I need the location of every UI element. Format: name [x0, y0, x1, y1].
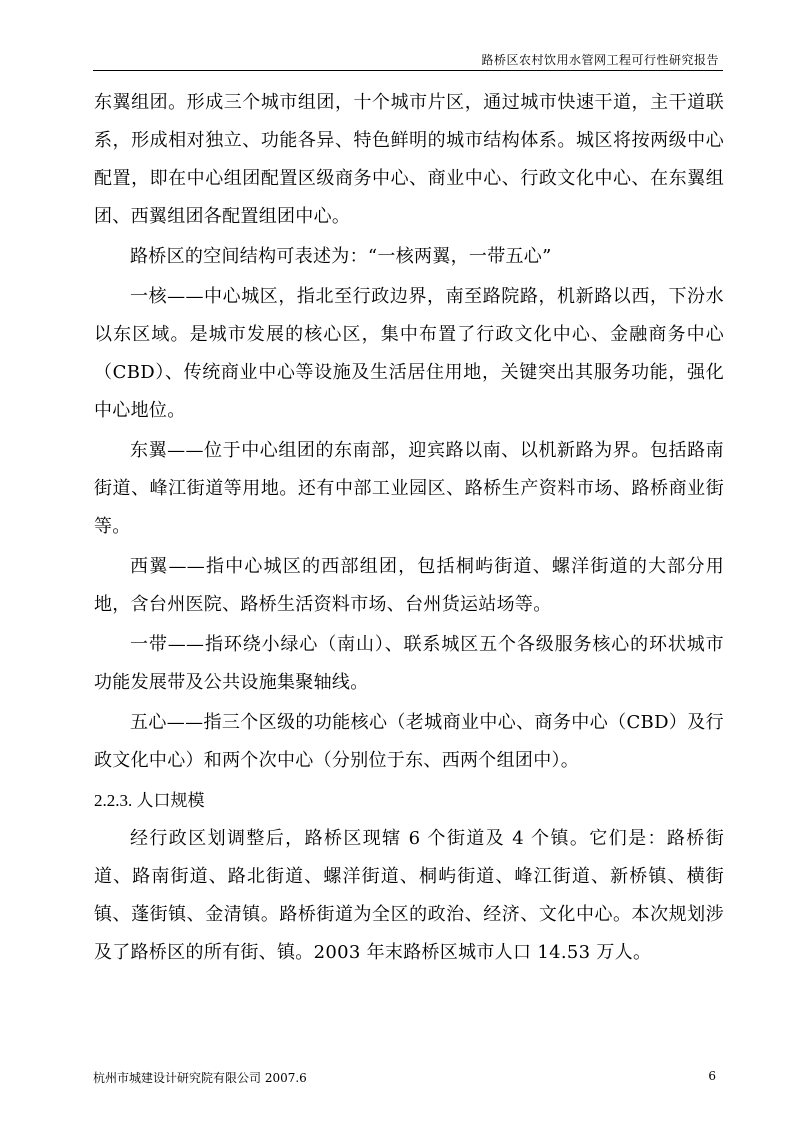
paragraph-population: 经行政区划调整后，路桥区现辖 6 个街道及 4 个镇。它们是：路桥街道、路南街道、路北街道、螺洋街道、桐屿街道、峰江街道、新桥镇、横街镇、蓬街镇、金清镇。路桥街道为全区的政治、经济、文化中心。本次规划涉及了路桥区的所有街、镇。2003 年末路桥区城市人口 14.53 万人。	[94, 828, 724, 963]
paragraph-east-wing: 东翼——位于中心组团的东南部，迎宾路以南、以机新路为界。包括路南街道、峰江街道等用地。还有中部工业园区、路桥生产资料市场、路桥商业街等。	[94, 440, 724, 537]
paragraph-one-belt: 一带——指环绕小绿心（南山）、联系城区五个各级服务核心的环状城市功能发展带及公共设施集聚轴线。	[94, 634, 724, 693]
document-body	[94, 84, 724, 974]
page-number: 6	[708, 1069, 716, 1083]
running-header: 路桥区农村饮用水管网工程可行性研究报告	[481, 53, 719, 67]
paragraph-spatial-structure: 路桥区的空间结构可表述为：“一核两翼，一带五心”	[130, 246, 552, 267]
paragraph-one-core: 一核——中心城区，指北至行政边界，南至路院路，机新路以西，下汾水以东区域。是城市发展的核心区，集中布置了行政文化中心、金融商务中心（CBD）、传统商业中心等设施及生活居住用地，关键突出其服务功能，强化中心地位。	[94, 286, 724, 421]
footer-organization: 杭州市城建设计研究院有限公司 2007.6	[93, 1071, 307, 1085]
paragraph-west-wing: 西翼——指中心城区的西部组团，包括桐屿街道、螺洋街道的大部分用地，含台州医院、路桥生活资料市场、台州货运站场等。	[94, 556, 724, 615]
paragraph-continued: 东翼组团。形成三个城市组团，十个城市片区，通过城市快速干道，主干道联系，形成相对独立、功能各异、特色鲜明的城市结构体系。城区将按两级中心配置，即在中心组团配置区级商务中心、商业中心、行政文化中心、在东翼组团、西翼组团各配置组团中心。	[94, 92, 724, 227]
header-rule	[93, 70, 723, 71]
section-heading-population: 2.2.3. 人口规模	[94, 791, 205, 810]
paragraph-five-centers: 五心——指三个区级的功能核心（老城商业中心、商务中心（CBD）及行政文化中心）和两个次中心（分别位于东、西两个组团中）。	[94, 712, 724, 771]
